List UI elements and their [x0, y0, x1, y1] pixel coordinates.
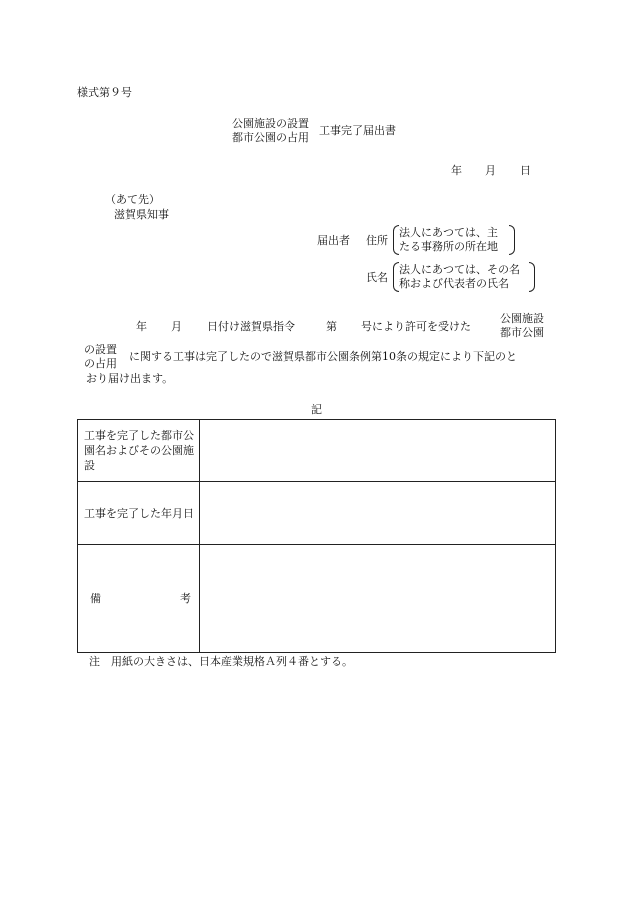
title-option-setting: 公園施設の設置	[232, 117, 309, 130]
choice-park-facility: 公園施設	[500, 312, 544, 325]
body-date-text: 日付け滋賀県指令	[207, 320, 295, 333]
completion-date-value[interactable]	[200, 482, 556, 545]
name-label: 氏名	[366, 271, 388, 284]
body-sentence: に関する工事は完了したので滋賀県都市公園条例第10条の規定により下記のと	[129, 350, 517, 363]
paper-size-note: 注 用紙の大きさは、日本産業規格Ａ列４番とする。	[89, 655, 353, 668]
address-note	[399, 226, 498, 254]
address-label: 住所	[366, 234, 388, 247]
title-option-occupancy: 都市公園の占用	[232, 131, 309, 144]
body-closing: おり届け出ます。	[86, 372, 174, 385]
addressee-name: 滋賀県知事	[114, 208, 169, 221]
remarks-label	[78, 545, 200, 653]
choice-setting: の設置	[84, 343, 117, 356]
completion-date-label: 工事を完了した年月日	[78, 482, 200, 545]
name-brace-right	[529, 262, 535, 292]
park-name-value[interactable]	[200, 420, 556, 482]
name-note-line1: 法人にあつては、その名	[399, 263, 520, 276]
document-title: 工事完了届出書	[319, 124, 396, 137]
title-options	[232, 117, 309, 145]
address-note-line1: 法人にあつては、主	[399, 226, 498, 239]
form-number: 様式第９号	[77, 86, 132, 99]
name-note-line2: 称および代表者の氏名	[399, 277, 509, 290]
table-row-park-name	[78, 420, 556, 482]
name-note	[399, 263, 520, 291]
body-choice-a	[500, 312, 544, 340]
address-brace-right	[509, 225, 515, 255]
notifier-label: 届出者	[317, 234, 350, 247]
date-year: 年	[451, 164, 462, 177]
body-month: 月	[171, 320, 182, 333]
remarks-value[interactable]	[200, 545, 556, 653]
date-day: 日	[520, 164, 531, 177]
body-dai: 第	[326, 320, 337, 333]
body-choice-b	[84, 343, 117, 371]
choice-occupancy: の占用	[84, 357, 117, 370]
table-row-completion-date	[78, 482, 556, 545]
choice-city-park: 都市公園	[500, 326, 544, 339]
park-name-label: 工事を完了した都市公園名およびその公園施設	[78, 420, 200, 482]
body-permit-text: 号により許可を受けた	[361, 320, 471, 333]
address-note-line2: たる事務所の所在地	[399, 240, 498, 253]
remarks-label-right: 考	[180, 592, 191, 605]
remarks-label-left: 備	[90, 592, 101, 605]
record-table	[77, 419, 556, 653]
addressee-label: （あて先）	[105, 193, 160, 206]
body-year: 年	[136, 320, 147, 333]
ki-heading: 記	[311, 403, 322, 416]
date-month: 月	[485, 164, 496, 177]
table-row-remarks	[78, 545, 556, 653]
